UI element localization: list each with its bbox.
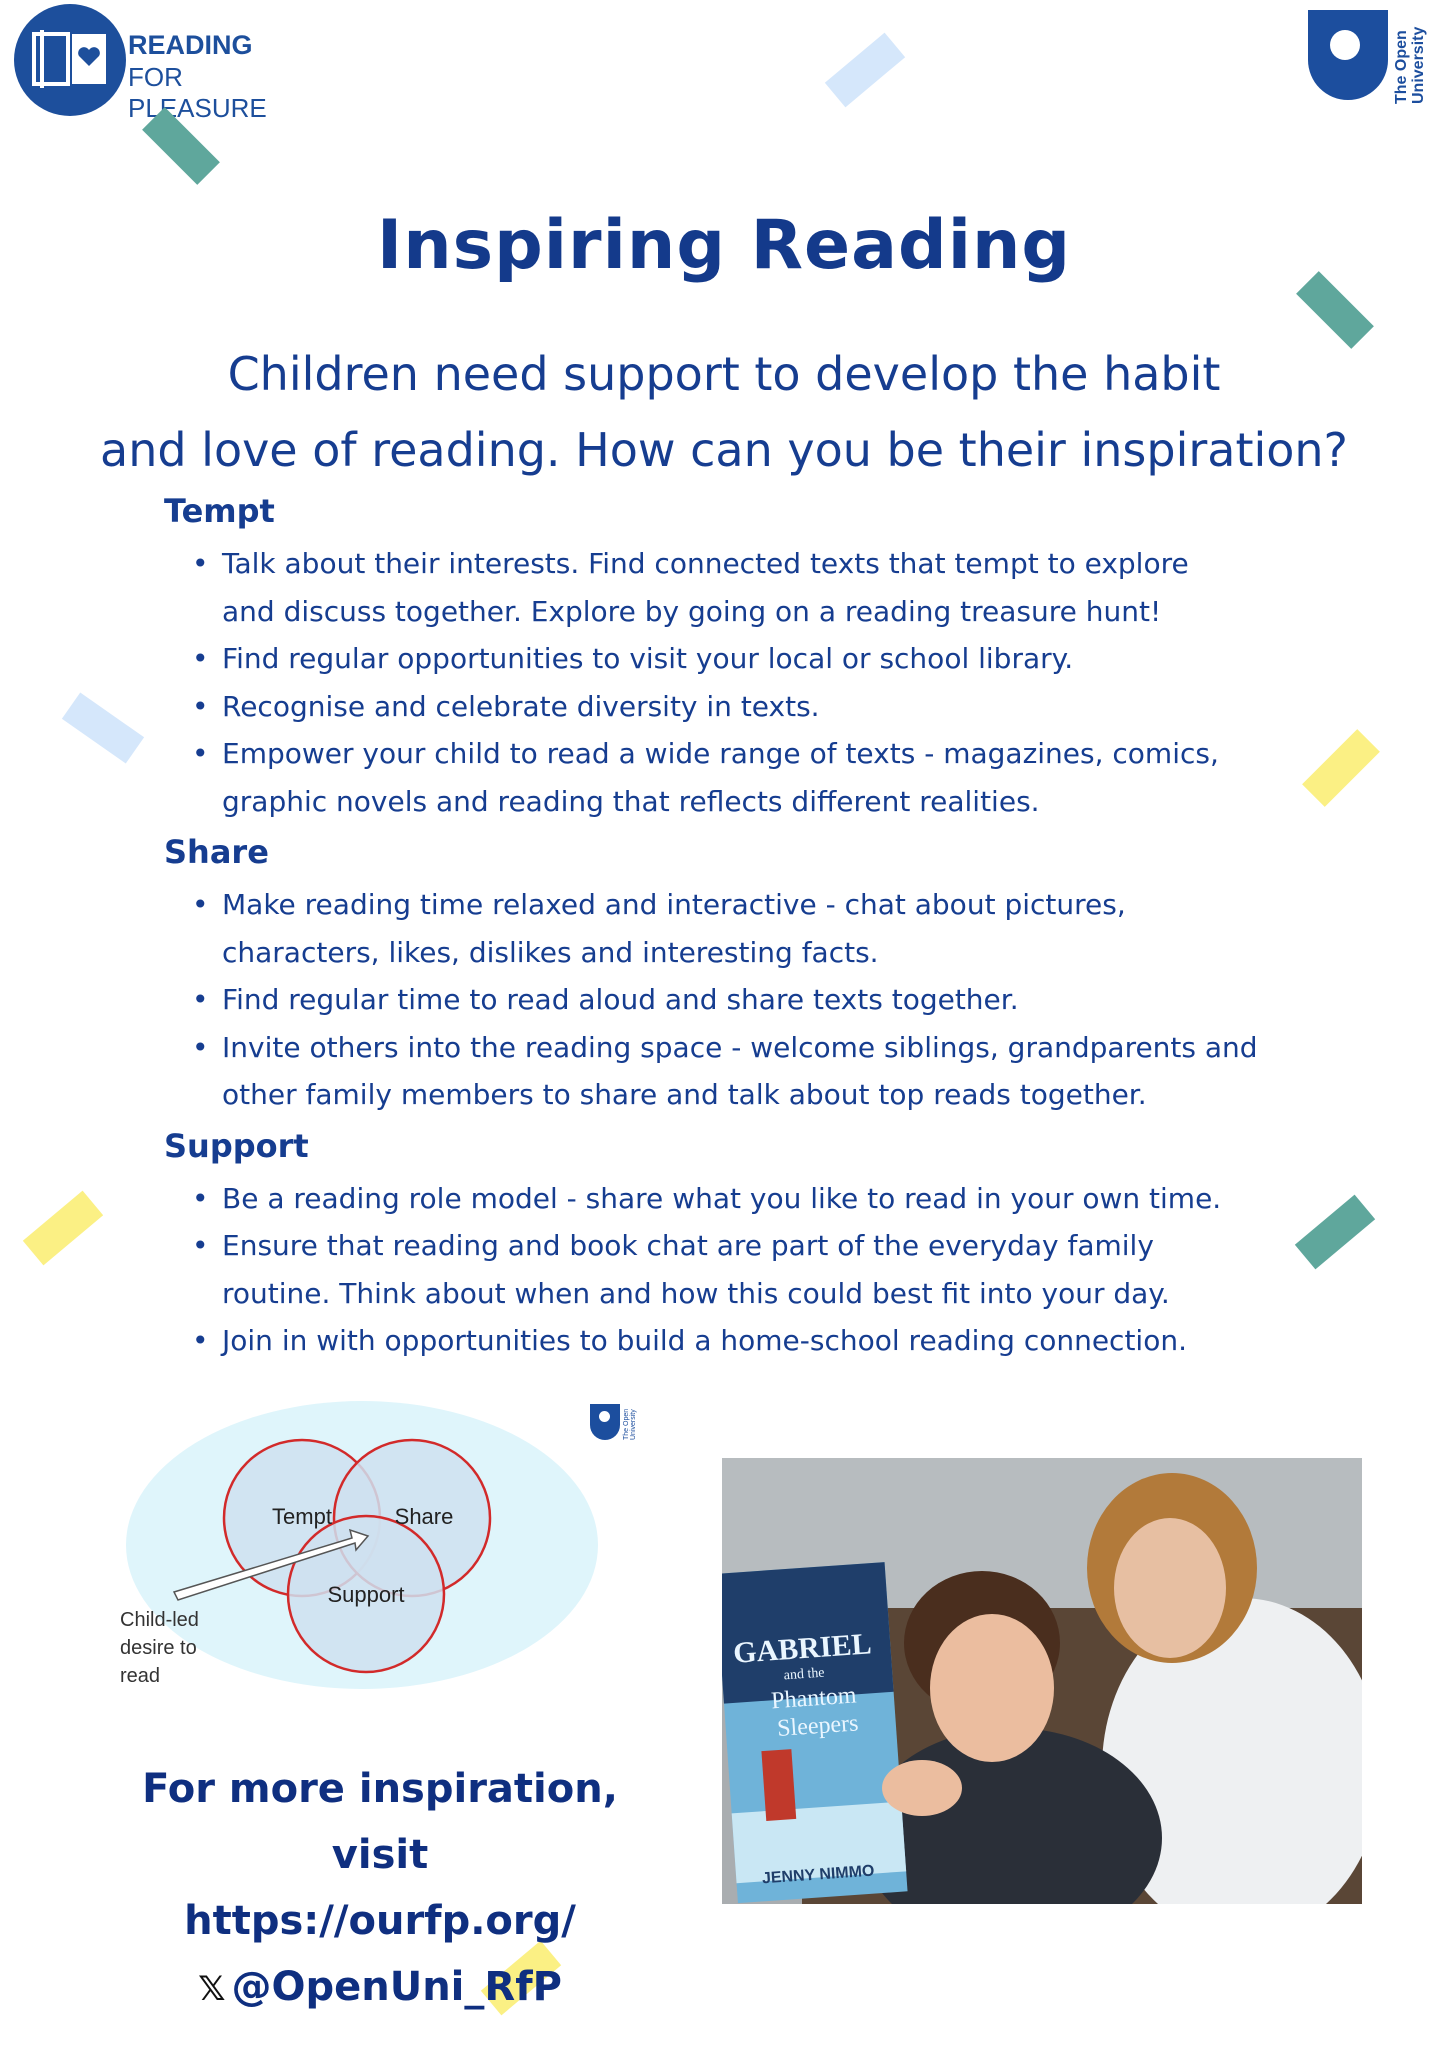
support-list: [164, 1175, 1314, 1365]
ou-mini-line-2: University: [630, 1409, 638, 1440]
support-label: Support: [327, 1582, 405, 1607]
tempt-label: Tempt: [272, 1504, 332, 1529]
section-heading-support: Support: [164, 1126, 309, 1165]
book-title: Phantom: [770, 1682, 858, 1715]
item-text: characters, likes, dislikes and interesting facts.: [222, 935, 879, 969]
item-text: • Talk about their interests. Find connected texts that tempt to explore: [222, 547, 1189, 580]
share-label: Share: [394, 1504, 454, 1529]
ou-line-1: The Open: [1393, 30, 1410, 104]
section-heading-tempt: Tempt: [164, 492, 275, 530]
tempt-list: [164, 540, 1314, 825]
intro-line-1: Children need support to develop the habit: [227, 347, 1221, 401]
intro-text: [0, 336, 1448, 488]
book-cover: [722, 1562, 908, 1903]
item-text: • Find regular opportunities to visit your local or school library.: [222, 642, 1074, 675]
list-item: [192, 1222, 1314, 1317]
book-author: JENNY NIMMO: [761, 1862, 875, 1888]
brand-line-2: FOR PLEASURE: [128, 61, 267, 123]
x-logo-icon: 𝕏: [198, 1969, 226, 2009]
intro-line-2: and love of reading. How can you be their inspiration?: [100, 423, 1348, 477]
item-text: other family members to share and talk about top reads together.: [222, 1078, 1147, 1111]
item-text: and discuss together. Explore by going on a reading treasure hunt!: [222, 594, 1162, 628]
footer-links: [100, 1756, 660, 2022]
woman-face: [1114, 1518, 1226, 1658]
ou-mini-line-1: The Open: [623, 1408, 630, 1440]
item-text: • Join in with opportunities to build a home-school reading connection.: [222, 1324, 1187, 1357]
arrow-label-2: desire to: [120, 1637, 197, 1659]
list-item: [192, 881, 1314, 976]
boy-face: [930, 1614, 1054, 1762]
list-item: [192, 1024, 1314, 1119]
item-text: graphic novels and reading that reflects different realities.: [222, 784, 1040, 818]
item-text: • Empower your child to read a wide range of texts - magazines, comics,: [222, 737, 1219, 770]
book-title: Sleepers: [776, 1710, 860, 1742]
list-item: [192, 730, 1314, 825]
item-text: • Ensure that reading and book chat are part of the everyday family: [222, 1229, 1154, 1262]
website-link[interactable]: https://ourfp.org/: [184, 1898, 576, 1944]
twitter-handle: @OpenUni_RfP: [231, 1964, 562, 2010]
confetti-decoration: [23, 1191, 103, 1266]
list-item: [192, 1317, 1314, 1365]
list-item: [192, 635, 1314, 683]
item-text: • Be a reading role model - share what you like to read in your own time.: [222, 1181, 1222, 1215]
book-heart-icon: [14, 4, 126, 116]
item-text: • Make reading time relaxed and interactive - chat about pictures,: [222, 888, 1126, 921]
book-title: GABRIEL: [732, 1627, 873, 1670]
section-heading-share: Share: [164, 833, 269, 871]
family-reading-photo: [722, 1458, 1362, 1904]
confetti-decoration: [62, 693, 144, 764]
ou-shield-icon: [590, 1404, 620, 1440]
footer-text: For more inspiration, visit: [142, 1766, 618, 1878]
ou-line-2: University: [1409, 26, 1427, 104]
tips-content: [164, 492, 1314, 1365]
arrow-label-1: Child-led: [120, 1609, 199, 1631]
arrow-label-3: read: [120, 1665, 161, 1687]
item-text: routine. Think about when and how this could best fit into your day.: [222, 1276, 1170, 1310]
confetti-decoration: [825, 33, 905, 108]
boy-hand: [882, 1760, 962, 1816]
open-university-logo: [1308, 10, 1438, 110]
open-university-small-logo: [590, 1404, 654, 1454]
item-text: • Invite others into the reading space - welcome siblings, grandparents and: [222, 1030, 1258, 1064]
list-item: [192, 683, 1314, 731]
list-item: [192, 1175, 1314, 1223]
page-title: Inspiring Reading: [376, 206, 1072, 285]
ou-shield-icon: [1308, 10, 1388, 100]
share-list: [164, 881, 1314, 1119]
book-figure: [761, 1749, 796, 1821]
brand-line-1: READING: [128, 30, 253, 60]
list-item: [192, 540, 1314, 635]
social-handle[interactable]: [100, 1954, 660, 2022]
item-text: • Recognise and celebrate diversity in texts.: [222, 689, 820, 723]
book-title: and the: [783, 1665, 826, 1684]
item-text: • Find regular time to read aloud and share texts together.: [222, 983, 1019, 1016]
list-item: [192, 976, 1314, 1024]
venn-diagram: [112, 1400, 672, 1720]
